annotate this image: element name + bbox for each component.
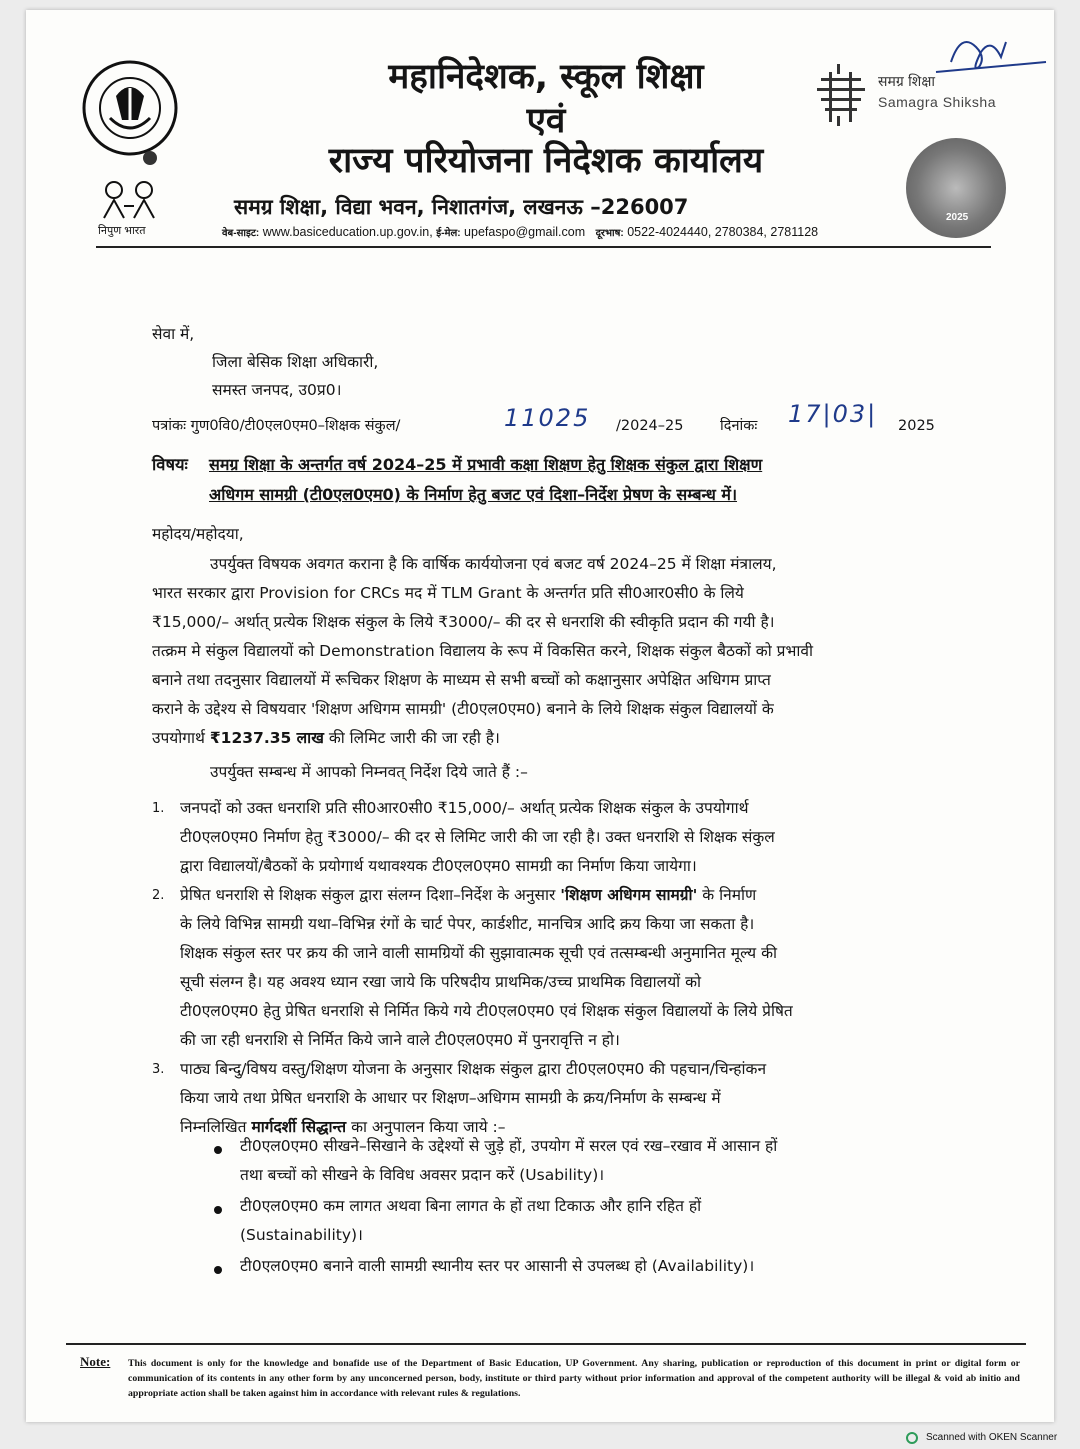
para1-last-pre: उपयोगार्थ	[152, 729, 205, 747]
point3-line1: पाठ्य बिन्दु/विषय वस्तु/शिक्षण योजना के अनुसार शिक्षक संकुल द्वारा टी0एल0एम0 की पहचान/चिन्हांकन	[180, 1060, 767, 1078]
header-title-line3: राज्य परियोजना निदेशक कार्यालय	[328, 141, 764, 181]
samagra-shiksha-name-en: Samagra Shiksha	[878, 94, 997, 110]
point3-last-pre: निम्नलिखित	[180, 1118, 247, 1136]
footer-rule	[66, 1343, 1026, 1345]
header-rule	[96, 246, 991, 248]
bullet2-line1: टी0एल0एम0 कम लागत अथवा बिना लागत के हों तथा टिकाऊ और हानि रहित हों	[240, 1197, 702, 1215]
point2-line1-post: के निर्माण	[702, 886, 757, 904]
date-handwritten: 17|03|	[788, 400, 878, 428]
reference-year: /2024–25	[616, 418, 684, 434]
date-year: 2025	[898, 418, 935, 434]
bullet1-dot	[214, 1146, 222, 1154]
subject-line2: अधिगम सामग्री (टी0एल0एम0) के निर्माण हेतु बजट एवं दिशा–निर्देश प्रेषण के सम्बन्ध में।	[209, 485, 738, 504]
note-label: Note:	[80, 1354, 111, 1369]
point1-line3: द्वारा विद्यालयों/बैठकों के प्रयोगार्थ यथावश्यक टी0एल0एम0 सामग्री का निर्माण किया जायेगा।	[180, 857, 697, 875]
salutation: महोदय/महोदया,	[152, 525, 244, 543]
point2-line1-pre: प्रेषित धनराशि से शिक्षक संकुल द्वारा संलग्न दिशा–निर्देश के अनुसार	[180, 886, 556, 904]
bullet1-line1: टी0एल0एम0 सीखने–सिखाने के उद्देश्यों से जुड़े हों, उपयोग में सरल एवं रख–रखाव में आसान हों	[240, 1137, 778, 1155]
point3-guiding-principles: मार्गदर्शी सिद्धान्त	[251, 1118, 347, 1136]
phone: 0522-4024440, 2780384, 2781128	[627, 225, 819, 239]
bullet3-dot	[214, 1266, 222, 1274]
bullet2-dot	[214, 1206, 222, 1214]
signature-icon	[931, 22, 1051, 82]
point2-line6: की जा रही धनराशि से निर्मित किये जाने वाले टी0एल0एम0 में पुनरावृत्ति न हो।	[180, 1031, 620, 1049]
point2-line2: के लिये विभिन्न सामग्री यथा–विभिन्न रंगों के चार्ट पेपर, कार्डशीट, मानचित्र आदि क्रय किया जा सकता है।	[180, 915, 755, 933]
nipun-bharat-logo-icon	[96, 178, 166, 220]
nipun-bharat-caption: निपुण भारत	[98, 225, 146, 237]
date-label: दिनांकः	[720, 418, 758, 434]
header-address: समग्र शिक्षा, विद्या भवन, निशातगंज, लखनऊ –226007	[234, 195, 689, 219]
note-text: This document is only for the knowledge and bonafide use of the Department of Basic Education, UP Government. Any sharing, publication or reproduction of this document in print or digital form or communication of its contents in any other form by any unconcerned person, body, institute or third party without prior information and approval of the competent authority will be illegal & void ab initio and appropriate action shall be taken against him in accordance with relevant rules & regulations.	[128, 1358, 1020, 1399]
para1-line6: कराने के उद्देश्य से विषयवार 'शिक्षण अधिगम सामग्री' (टी0एल0एम0) बनाने के लिये शिक्षक संकुल विद्यालयों के	[152, 700, 774, 718]
samagra-shiksha-logo-icon	[811, 62, 871, 128]
para1-limit-amount: ₹1237.35 लाख	[209, 729, 324, 747]
point3-line2: किया जाये तथा प्रेषित धनराशि के आधार पर शिक्षण–अधिगम सामग्री के क्रय/निर्माण के सम्बन्ध में	[180, 1089, 721, 1107]
web-label: वेब-साइट:	[222, 228, 260, 239]
contact-line	[222, 225, 818, 239]
para1-line1: उपर्युक्त विषयक अवगत कराना है कि वार्षिक कार्ययोजना एवं बजट वर्ष 2024–25 में शिक्षा मंत्रालय,	[210, 555, 777, 573]
point2-line4: सूची संलग्न है। यह अवश्य ध्यान रखा जाये कि परिषदीय प्राथमिक/उच्च प्राथमिक विद्यालयों को	[180, 973, 702, 991]
phone-label: दूरभाष:	[595, 228, 624, 239]
header-title-line2: एवं	[526, 101, 566, 141]
point2-line1-bold: 'शिक्षण अधिगम सामग्री'	[560, 886, 698, 904]
point2-line1	[180, 881, 976, 910]
document-page	[26, 10, 1054, 1422]
para1-line4: तत्क्रम मे संकुल विद्यालयों को Demonstration विद्यालय के रूप में विकसित करने, शिक्षक संकुल बैठकों को प्रभावी	[152, 642, 814, 660]
kumbh-emblem-icon	[906, 138, 1006, 238]
emblem-year: 2025	[946, 212, 969, 223]
point2-line5: टी0एल0एम0 हेतु प्रेषित धनराशि से निर्मित किये गये टी0एल0एम0 एवं शिक्षक संकुल विद्यालयों के लिये प्रेषित	[180, 1002, 793, 1020]
samagra-shiksha-name: समग्र शिक्षा	[878, 74, 935, 90]
up-government-emblem-icon	[80, 58, 180, 168]
bullet1-line2: तथा बच्चों को सीखने के विविध अवसर प्रदान करें (Usability)।	[240, 1166, 605, 1184]
point3-number: 3.	[152, 1062, 165, 1077]
scanner-logo-icon	[906, 1432, 918, 1444]
reference-number: 11025	[504, 404, 591, 432]
bullet2-line2: (Sustainability)।	[240, 1226, 363, 1244]
subject-line1: समग्र शिक्षा के अन्तर्गत वर्ष 2024–25 में प्रभावी कक्षा शिक्षण हेतु शिक्षक संकुल द्वारा शिक्षण	[209, 455, 763, 474]
recipient-line1: सेवा में,	[152, 325, 195, 343]
para1-line3: ₹15,000/– अर्थात् प्रत्येक शिक्षक संकुल के लिये ₹3000/– की दर से धनराशि की स्वीकृति प्रदान की गयी है।	[152, 613, 775, 631]
para1-last-post: की लिमिट जारी की जा रही है।	[328, 729, 500, 747]
reference-label: पत्रांकः गुण0वि0/टी0एल0एम0–शिक्षक संकुल/	[152, 418, 401, 434]
instructions-intro: उपर्युक्त सम्बन्ध में आपको निम्नवत् निर्देश दिये जाते हैं :–	[210, 763, 528, 781]
point3-last-post: का अनुपालन किया जाये :–	[351, 1118, 506, 1136]
point2-number: 2.	[152, 888, 165, 903]
bullet3-line1: टी0एल0एम0 बनाने वाली सामग्री स्थानीय स्तर पर आसानी से उपलब्ध हो (Availability)।	[240, 1257, 755, 1275]
header-title-line1: महानिदेशक, स्कूल शिक्षा	[388, 57, 704, 97]
subject-label: विषयः	[152, 455, 188, 474]
website: www.basiceducation.up.gov.in,	[262, 225, 433, 239]
email: upefaspo@gmail.com	[464, 225, 586, 239]
para1-line7	[152, 724, 976, 753]
point2-line3: शिक्षक संकुल स्तर पर क्रय की जाने वाली सामग्रियों की सुझावात्मक सूची एवं तत्सम्बन्धी अनुमानित मूल्य की	[180, 944, 777, 962]
para1-line2: भारत सरकार द्वारा Provision for CRCs मद में TLM Grant के अन्तर्गत प्रति सी0आर0सी0 के लिये	[152, 584, 744, 602]
recipient-line3: समस्त जनपद, उ0प्र0।	[212, 381, 342, 399]
recipient-line2: जिला बेसिक शिक्षा अधिकारी,	[212, 353, 379, 371]
para1-line5: बनाने तथा तदनुसार विद्यालयों में रूचिकर शिक्षण के माध्यम से सभी बच्चों को कक्षानुसार अपेक्षित अधिगम प्राप्त	[152, 671, 771, 689]
point1-number: 1.	[152, 801, 165, 816]
scanner-watermark: Scanned with OKEN Scanner	[926, 1432, 1058, 1443]
point1-line2: टी0एल0एम0 निर्माण हेतु ₹3000/– की दर से लिमिट जारी की जा रही है। उक्त धनराशि से शिक्षक संकुल	[180, 828, 775, 846]
email-label: ई-मेल:	[436, 228, 461, 239]
point1-line1: जनपदों को उक्त धनराशि प्रति सी0आर0सी0 ₹15,000/– अर्थात् प्रत्येक शिक्षक संकुल के उपयोगार्थ	[180, 799, 749, 817]
